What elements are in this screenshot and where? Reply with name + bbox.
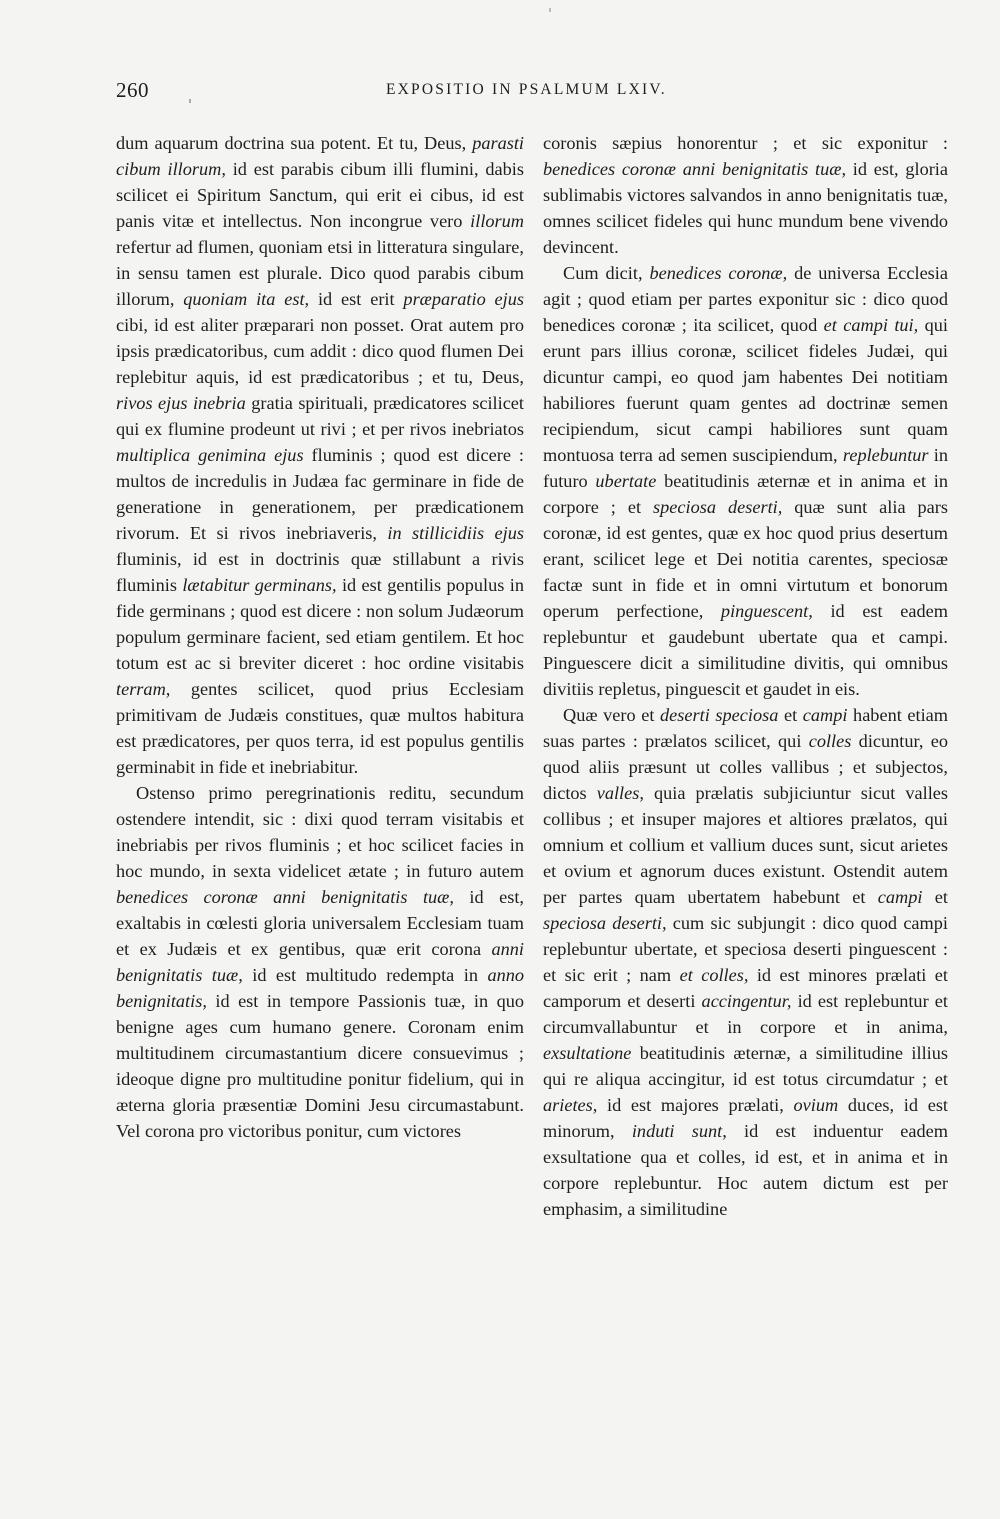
paragraph: Ostenso primo peregrinationis reditu, secundum ostendere intendit, sic : dixi quod terram visitabis et inebriabis per rivos fluminis ; et hoc scilicet facies in hoc mundo, in sexta videlicet ætate ; in futuro autem benedices coronæ anni benignitatis tuæ, id est, exaltabis in cœlesti gloria universalem Ecclesiam tuam et ex Judæis et ex gentibus, quæ erit corona anni benignitatis tuæ, id est multitudo redempta in anno benignitatis, id est in tempore Passionis tuæ, in quo benigne ages cum humano genere. Coronam enim multitudinem circumastantium dicere consuevimus ; ideoque digne pro multitudine ponitur fidelium, qui in æterna gloria præsentiæ Domini Jesu circumastabunt. Vel corona pro victoribus ponitur, cum victores xyxy=(116,783,524,1141)
paragraph: dum aquarum doctrina sua potent. Et tu, Deus, parasti cibum illorum, id est parabis cibum illi flumini, dabis scilicet ei Spiritum Sanctum, qui erit ei cibus, id est panis vitæ et intellectus. Non incongrue vero illorum refertur ad flumen, quoniam etsi in litteratura singulare, in sensu tamen est plurale. Dico quod parabis cibum illorum, quoniam ita est, id est erit præparatio ejus cibi, id est aliter præparari non posset. Orat autem pro ipsis prædicatoribus, cum addit : dico quod flumen Dei replebitur aquis, id est prædicatoribus ; et tu, Deus, rivos ejus inebria gratia spirituali, prædicatores scilicet qui ex flumine prodeunt ut rivi ; et per rivos inebriatos multiplica genimina ejus fluminis ; quod est dicere : multos de incredulis in Judæa fac germinare in fide de generatione in generationem, per prædicationem rivorum. Et si rivos inebriaveris, in stillicidiis ejus fluminis, id est in doctrinis quæ stillabunt a rivis fluminis lætabitur germinans, id est gentilis populus in fide germinans ; quod est dicere : non solum Judæorum populum germinare facient, sed etiam gentilem. Et hoc totum est ac si breviter diceret : hoc ordine visitabis terram, gentes scilicet, quod prius Ecclesiam primitivam de Judæis constitues, quæ multos habitura est prædicatores, per quos terra, id est populus gentilis germinabit in fide et inebriabitur. xyxy=(116,133,525,777)
scan-speck xyxy=(549,8,551,12)
paragraph: Quæ vero et deserti speciosa et campi habent etiam suas partes : prælatos scilicet, qui colles dicuntur, eo quod aliis præsunt ut colles vallibus ; et subjectos, dictos valles, quia prælatis subjiciuntur sicut valles collibus ; et insuper majores et altiores prælatos, qui omnium et collium et vallium duces sunt, sicut arietes et ovium et agnorum duces existunt. Ostendit autem per partes quam ubertatem habebunt et campi et speciosa deserti, cum sic subjungit : dico quod campi replebuntur ubertate, et speciosa deserti pinguescent : et sic erit ; nam et colles, id est minores prælati et camporum et deserti accingentur, id est replebuntur et circumvallabuntur et in corpore et in anima, exsultatione beatitudinis æternæ, a similitudine illius qui re aliqua accingitur, id est totus circumdatur ; et arietes, id est majores prælati, ovium duces, id est minorum, induti sunt, id est induentur eadem exsultatione qua et colles, id est, et in anima et in corpore replebuntur. Hoc autem dictum est per emphasim, a similitudine xyxy=(543,705,949,1219)
paragraph: coronis sæpius honorentur ; et sic exponitur : benedices coronæ anni benignitatis tuæ, id est, gloria sublimabis victores salvandos in anno benignitatis tuæ, omnes scilicet fideles qui hunc mundum bene vivendo devincent. xyxy=(543,133,948,257)
paragraph: Cum dicit, benedices coronæ, de universa Ecclesia agit ; quod etiam per partes exponitur sic : dico quod benedices coronæ ; ita scilicet, quod et campi tui, qui erunt pars illius coronæ, scilicet fideles Judæi, qui dicuntur campi, eo quod jam habentes Dei notitiam habiliores fuerunt quam gentes ad doctrinæ semen recipiendum, sicut campi habiliores sunt quam montuosa terra ad semen suscipiendum, replebuntur in futuro ubertate beatitudinis æternæ et in anima et in corpore ; et speciosa deserti, quæ sunt alia pars coronæ, id est gentes, quæ ex hoc quod prius desertum erant, scilicet lege et Dei notitia carentes, speciosæ factæ sunt in fide et in omni virtutum et bonorum operum perfectione, pinguescent, id est eadem replebuntur et gaudebunt ubertate qua et campi. Pinguescere dicit a similitudine divitis, qui omnibus divitiis repletus, pinguescit et gaudet in eis. xyxy=(543,263,948,699)
page-header xyxy=(116,78,946,102)
right-column xyxy=(543,130,948,1222)
page-number: 260 xyxy=(116,78,149,102)
running-head: EXPOSITIO IN PSALMUM LXIV. xyxy=(386,81,667,98)
left-column xyxy=(116,130,524,1144)
